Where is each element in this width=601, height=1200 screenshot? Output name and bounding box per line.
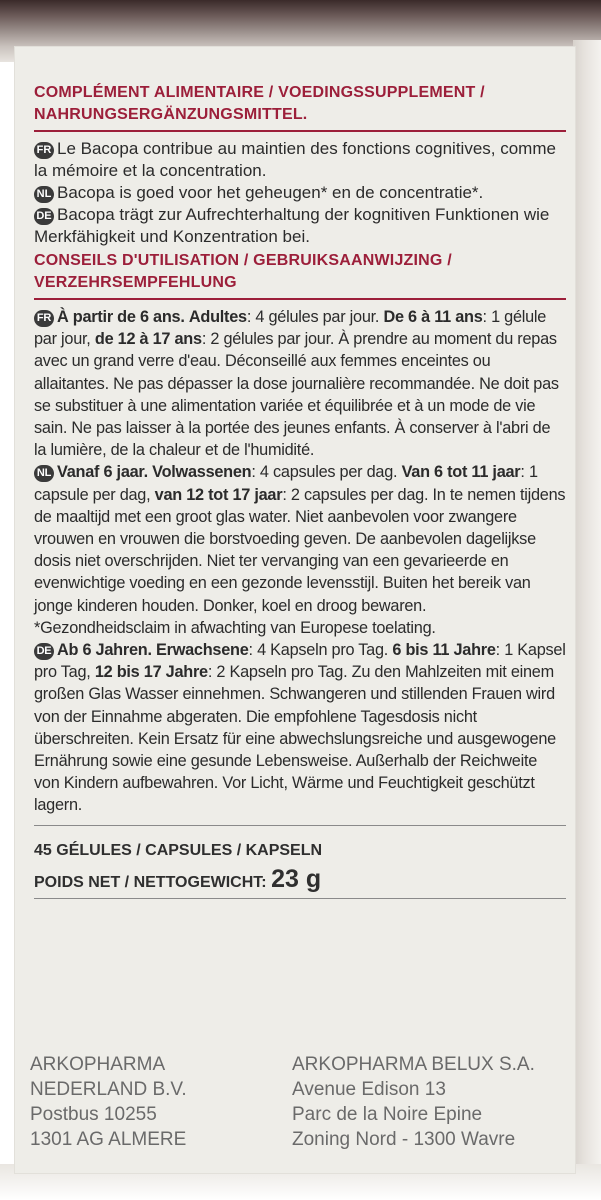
de-badge: DE	[34, 208, 54, 225]
de-badge: DE	[34, 643, 54, 660]
label-content	[34, 82, 566, 905]
usage-de-age-3: 12 bis 17 Jahre	[94, 663, 208, 682]
capsule-count: 45 GÉLULES / CAPSULES / KAPSELN	[34, 841, 323, 859]
address-belux	[292, 1052, 535, 1152]
usage-fr-adults: Adultes	[188, 308, 247, 326]
claim-nl-text: Bacopa is goed voor het geheugen* en de concentratie*.	[57, 183, 484, 202]
usage-fr	[34, 306, 566, 461]
usage-fr-dose-1: : 4 gélules par jour.	[246, 308, 380, 326]
claim-nl	[34, 182, 566, 204]
address-nl-line-1: ARKOPHARMA	[30, 1054, 166, 1075]
usage-de-dose-1: : 4 Kapseln pro Tag.	[248, 641, 389, 660]
net-weight	[34, 864, 566, 894]
address-be-line-1: ARKOPHARMA BELUX S.A.	[292, 1054, 535, 1075]
address-be-line-4: Zoning Nord - 1300 Wavre	[292, 1129, 516, 1150]
usage-fr-dose-2: : 1 gélule par jour,	[34, 308, 547, 349]
address-be-line-3: Parc de la Noire Epine	[292, 1104, 483, 1125]
usage-de	[34, 639, 566, 817]
usage-heading-line-2: VERZEHRSEMPFEHLUNG	[34, 274, 237, 291]
claim-fr-text: Le Bacopa contribue au maintien des fonctions cognitives, comme la mémoire et la concentration.	[34, 139, 556, 180]
usage-nl-rest: : 2 capsules per dag. In te nemen tijdens de maaltijd met een groot glas water. Niet aanbevolen voor zwangere vrouwen en vrouwen die borstvoeding geven. De aanbevolen dagelijkse dosis niet overschrijden. Niet ter vervanging van een gevarieerde en evenwichtige voeding en een gezonde levensstijl. Buiten het bereik van jonge kinderen houden. Donker, koel en droog bewaren. *Gezondheidsclaim in afwachting van Europese toelating.	[34, 485, 566, 637]
net-weight-label: POIDS NET / NETTOGEWICHT:	[34, 873, 267, 891]
heading-divider	[34, 130, 566, 132]
fr-badge: FR	[34, 142, 54, 159]
nl-badge: NL	[34, 186, 54, 203]
product-type-heading	[34, 82, 566, 126]
usage-heading-line-1: CONSEILS D'UTILISATION / GEBRUIKSAANWIJZING /	[34, 252, 452, 269]
heading-line-1: COMPLÉMENT ALIMENTAIRE / VOEDINGSSUPPLEMENT /	[34, 84, 485, 101]
usage-nl-age-3: van 12 tot 17 jaar	[154, 485, 283, 504]
usage-nl-adults: Volwassenen	[152, 463, 252, 482]
usage-de-dose-2: : 1 Kapsel pro Tag,	[34, 641, 566, 682]
usage-nl-age: Vanaf 6 jaar.	[57, 463, 148, 482]
usage-de-adults: Erwachsene	[156, 641, 249, 660]
box-side-edge	[573, 40, 601, 1200]
address-be-line-2: Avenue Edison 13	[292, 1079, 446, 1100]
address-nl-line-2: NEDERLAND B.V.	[30, 1079, 187, 1100]
usage-nl-dose-1: : 4 capsules per dag.	[251, 463, 398, 482]
usage-fr-age: À partir de 6 ans.	[57, 308, 185, 326]
fr-badge: FR	[34, 310, 54, 327]
usage-heading	[34, 250, 566, 294]
usage-fr-age-2: De 6 à 11 ans	[383, 308, 483, 326]
heading-line-2: NAHRUNGSERGÄNZUNGSMITTEL.	[34, 106, 308, 123]
usage-nl-dose-2: : 1 capsule per dag,	[34, 463, 538, 504]
weight-divider	[34, 898, 566, 899]
count-divider	[34, 825, 566, 826]
usage-de-rest: : 2 Kapseln pro Tag. Zu den Mahlzeiten mit einem großen Glas Wasser einnehmen. Schwangeren und stillenden Frauen wird von der Einnahme abgeraten. Die empfohlene Tagesdosis nicht überschreiten. Kein Ersatz für eine abwechslungsreiche und ausgewogene Ernährung sowie eine gesunde Lebensweise. Außerhalb der Reichweite von Kindern aufbewahren. Vor Licht, Wärme und Feuchtigkeit geschützt lagern.	[34, 663, 556, 815]
claim-de-text: Bacopa trägt zur Aufrechterhaltung der kognitiven Funktionen wie Merkfähigkeit und Konzentration bei.	[34, 205, 550, 246]
claim-de	[34, 204, 566, 248]
usage-de-age: Ab 6 Jahren.	[57, 641, 152, 660]
usage-nl-age-2: Van 6 tot 11 jaar	[401, 463, 521, 482]
address-nl-line-3: Postbus 10255	[30, 1104, 157, 1125]
usage-de-age-2: 6 bis 11 Jahre	[392, 641, 496, 660]
usage-fr-age-3: de 12 à 17 ans	[94, 330, 202, 349]
address-netherlands	[30, 1052, 187, 1152]
address-nl-line-4: 1301 AG ALMERE	[30, 1129, 187, 1150]
usage-fr-rest: : 2 gélules par jour. À prendre au moment du repas avec un grand verre d'eau. Déconseillé aux femmes enceintes ou allaitantes. Ne pas dépasser la dose journalière recommandée. Ne doit pas se substituer à une alimentation variée et équilibrée et à un mode de vie sain. Ne pas laisser à la portée des jeunes enfants. À conserver à l'abri de la lumière, de la chaleur et de l'humidité.	[34, 330, 559, 460]
net-weight-value: 23 g	[271, 864, 322, 893]
usage-divider	[34, 298, 566, 300]
claim-fr	[34, 138, 566, 182]
nl-badge: NL	[34, 465, 54, 482]
usage-nl	[34, 461, 566, 639]
